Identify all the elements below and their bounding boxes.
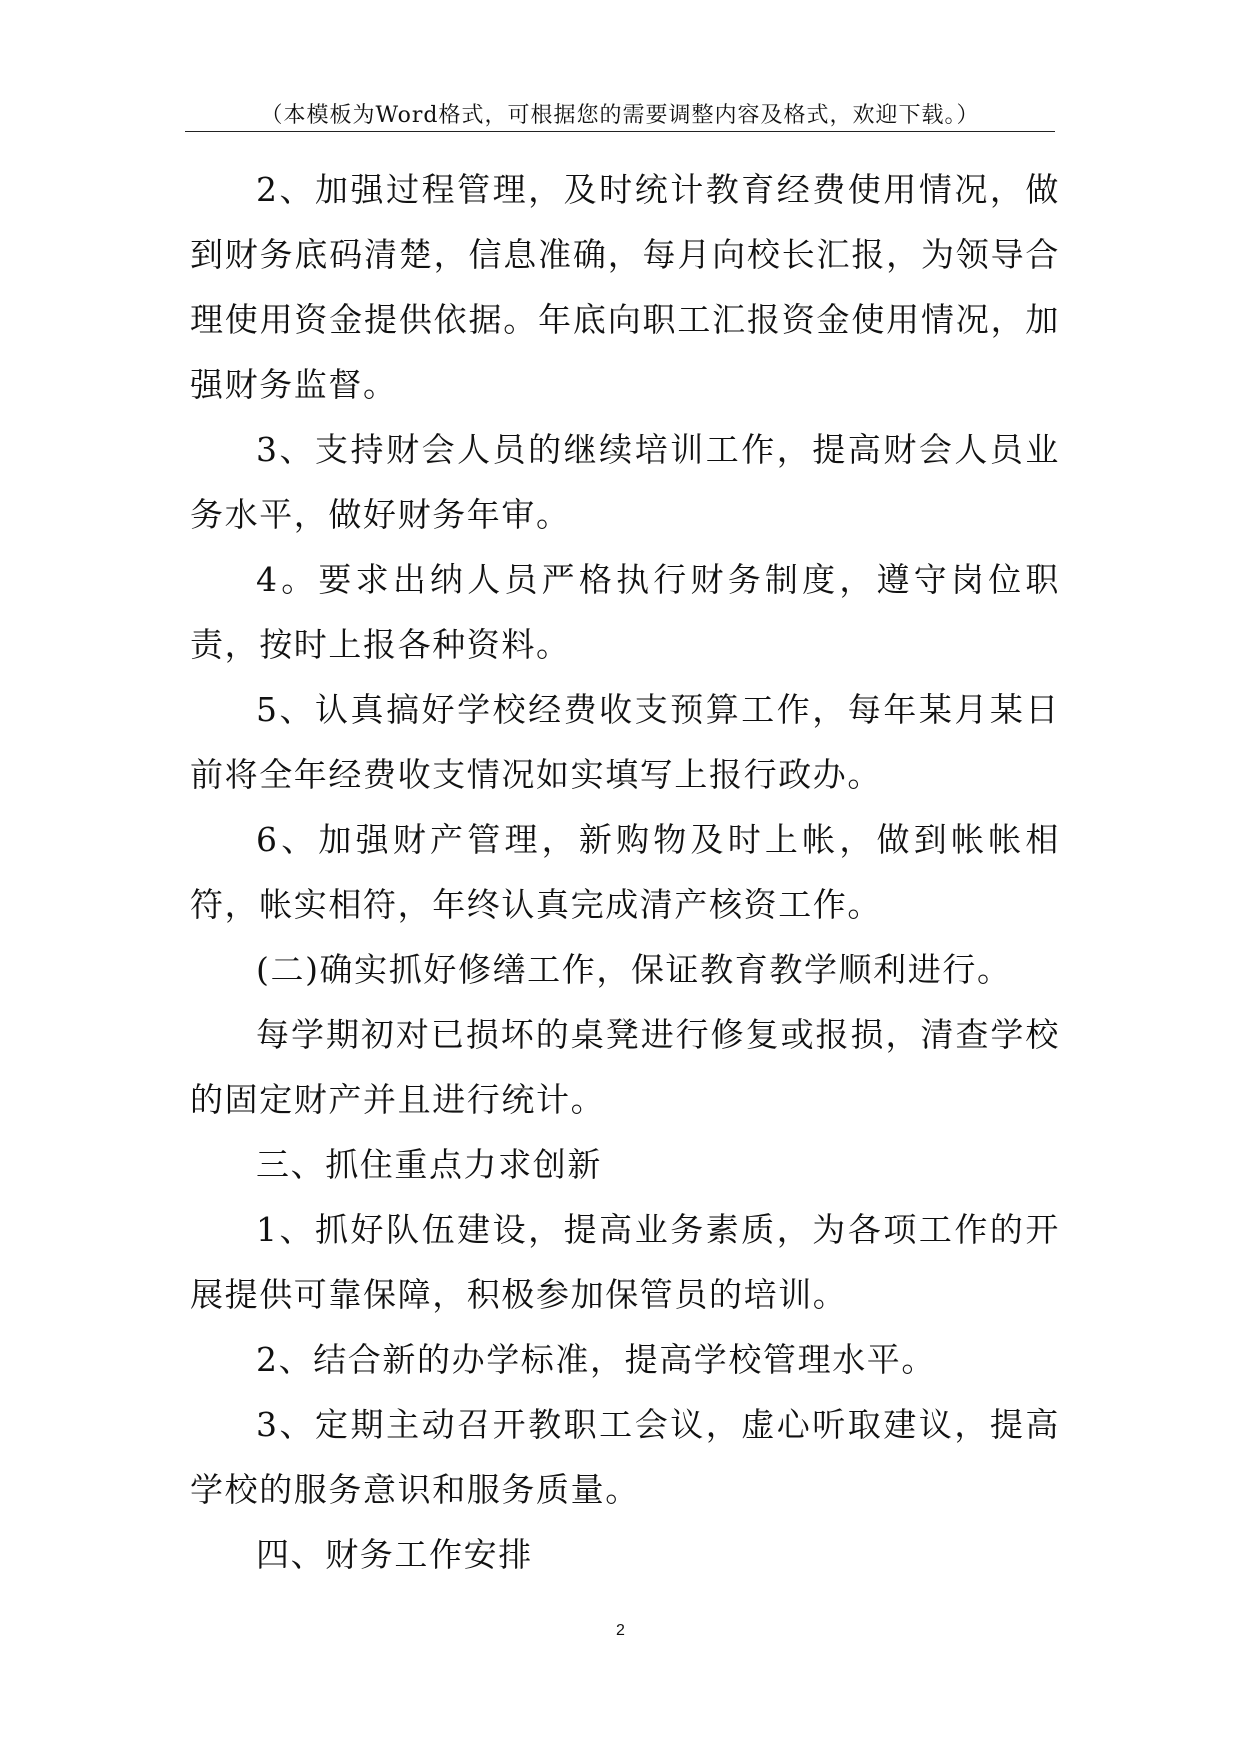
paragraph: 每学期初对已损坏的桌凳进行修复或报损，清查学校的固定财产并且进行统计。 bbox=[190, 1015, 1060, 1119]
section-heading: (二)确实抓好修缮工作，保证教育教学顺利进行。 bbox=[256, 950, 1012, 989]
header-divider bbox=[185, 131, 1055, 132]
section-heading: 四、财务工作安排 bbox=[256, 1535, 533, 1574]
document-body bbox=[190, 157, 1060, 1587]
paragraph: 6、加强财产管理，新购物及时上帐，做到帐帐相符，帐实相符，年终认真完成清产核资工作。 bbox=[190, 820, 1060, 924]
paragraph: 2、结合新的办学标准，提高学校管理水平。 bbox=[256, 1340, 936, 1379]
paragraph: 5、认真搞好学校经费收支预算工作，每年某月某日前将全年经费收支情况如实填写上报行政办。 bbox=[190, 690, 1060, 794]
paragraph: 3、支持财会人员的继续培训工作，提高财会人员业务水平，做好财务年审。 bbox=[190, 430, 1060, 534]
header-note: （本模板为Word格式，可根据您的需要调整内容及格式，欢迎下载。） bbox=[260, 103, 980, 128]
paragraph: 1、抓好队伍建设，提高业务素质，为各项工作的开展提供可靠保障，积极参加保管员的培训。 bbox=[190, 1210, 1060, 1314]
paragraph: 2、加强过程管理，及时统计教育经费使用情况，做到财务底码清楚，信息准确，每月向校长汇报，为领导合理使用资金提供依据。年底向职工汇报资金使用情况，加强财务监督。 bbox=[190, 170, 1060, 404]
section-heading: 三、抓住重点力求创新 bbox=[256, 1145, 602, 1184]
page-number: 2 bbox=[616, 1622, 625, 1639]
paragraph: 4。要求出纳人员严格执行财务制度，遵守岗位职责，按时上报各种资料。 bbox=[190, 560, 1060, 664]
paragraph: 3、定期主动召开教职工会议，虚心听取建议，提高学校的服务意识和服务质量。 bbox=[190, 1405, 1060, 1509]
